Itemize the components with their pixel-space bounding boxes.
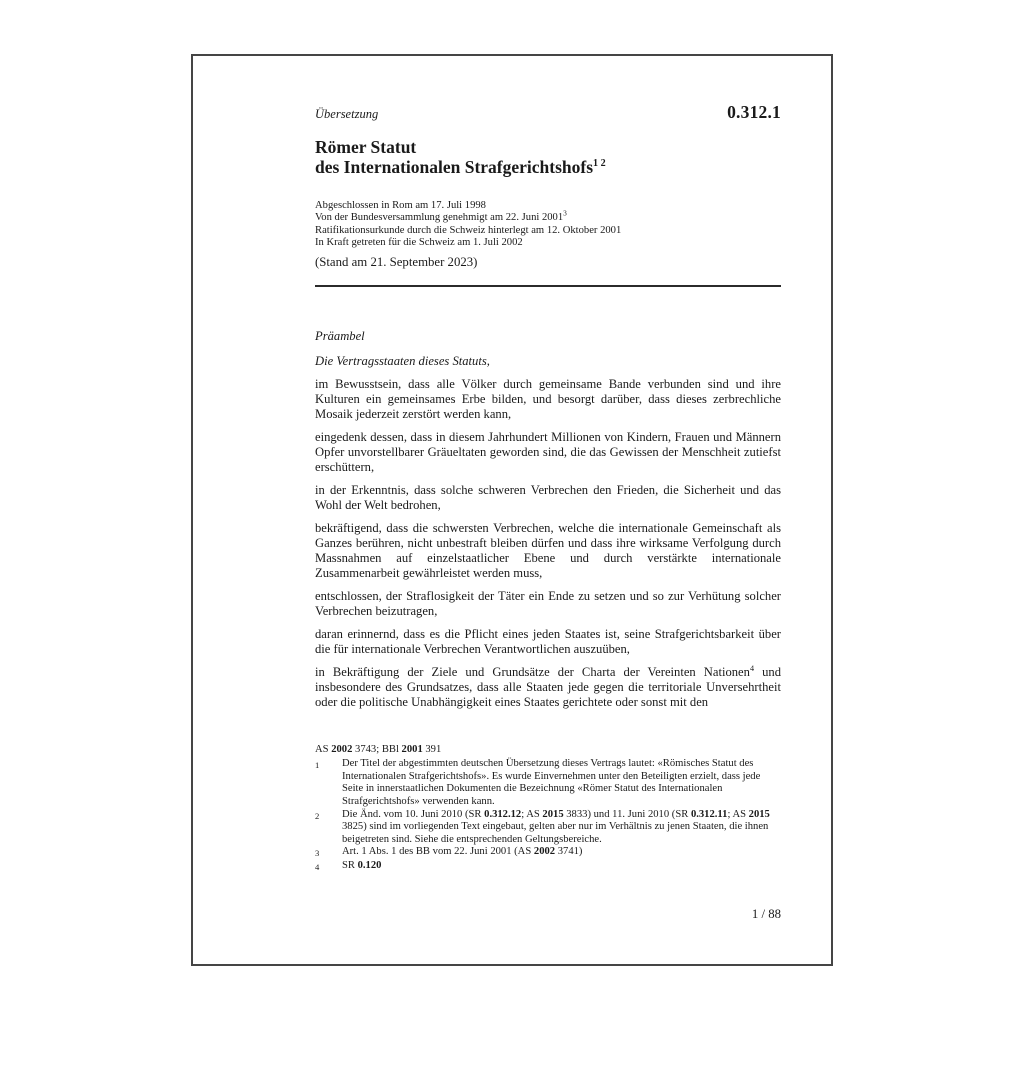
- footnote-text: Der Titel der abgestimmten deutschen Übersetzung dieses Vertrags lautet: «Römisches Statut des Internationalen Strafgerichtshofs». Es wurde Einvernehmen unter den Beteiligten erzielt, dass jede Seite in innerstaatlichen Dokumenten die Bezeichnung «Römer Statut des Internationalen Strafgerichtshofs» verwenden kann.: [342, 758, 761, 807]
- page-number: 1 / 88: [751, 907, 781, 921]
- preamble-paragraph: in Bekräftigung der Ziele und Grundsätze der Charta der Vereinten Nationen$^4$ und insbesondere des Grundsatzes, dass alle Staaten jede gegen die territoriale Unversehrtheit oder die politische Unabhängigkeit eines Staates gerichtete oder sonst mit den: [315, 663, 781, 709]
- title-line-1: Römer Statut: [315, 137, 417, 157]
- footnote-text: Art. 1 Abs. 1 des BB vom 22. Juni 2001 (AS 2002 3741): [342, 846, 583, 858]
- preamble-heading: Präambel: [315, 328, 365, 343]
- document-title: [315, 137, 781, 177]
- footnote-number: 1: [315, 760, 320, 771]
- preamble-paragraph: bekräftigend, dass die schwersten Verbrechen, welche die internationale Gemeinschaft als Ganzes berühren, nicht unbestraft bleiben dürfen und dass ihre wirksame Verfolgung durch Massnahmen auf einzelstaatlicher Ebene und durch verstärkte internationale Zusammenarbeit gewährleistet werden muss,: [315, 520, 781, 580]
- footnote-item: [315, 860, 781, 874]
- footnote-number: 4: [315, 861, 320, 872]
- meta-line-in-force: In Kraft getreten für die Schweiz am 1. Juli 2002: [315, 237, 523, 249]
- footnote-item: [315, 758, 781, 808]
- preamble-paragraph: entschlossen, der Straflosigkeit der Täter ein Ende zu setzen und so zur Verhütung solcher Verbrechen beizutragen,: [315, 588, 781, 618]
- meta-line-ratified: Ratifikationsurkunde durch die Schweiz hinterlegt am 12. Oktober 2001: [315, 224, 622, 236]
- footnote-refline: AS 2002 3743; BBl 2001 391: [315, 743, 442, 755]
- meta-line-approved: Von der Bundesversammlung genehmigt am 22. Juni 2001$^3$: [315, 208, 567, 224]
- preamble-paragraph: daran erinnernd, dass es die Pflicht eines jeden Staates ist, seine Strafgerichtsbarkeit über die für internationale Verbrechen Verantwortlichen auszuüben,: [315, 626, 781, 656]
- preamble-lead: Die Vertragsstaaten dieses Statuts,: [315, 353, 490, 368]
- page-content: [193, 56, 831, 874]
- status-date-line: (Stand am 21. September 2023): [315, 254, 478, 269]
- title-line-2: des Internationalen Strafgerichtshofs$^{1 2}$: [315, 157, 606, 177]
- footnotes-section: [315, 744, 781, 874]
- translation-label: Übersetzung: [315, 107, 379, 121]
- preamble-paragraph: eingedenk dessen, dass in diesem Jahrhundert Millionen von Kindern, Frauen und Männern Opfer unvorstellbarer Gräueltaten geworden sind, die das Gewissen der Menschheit zutiefst erschüttern,: [315, 429, 781, 474]
- header-rule: [315, 285, 781, 287]
- document-page: [191, 54, 833, 966]
- meta-line-concluded: Abgeschlossen in Rom am 17. Juli 1998: [315, 200, 486, 211]
- footnote-item: [315, 809, 781, 847]
- footnote-text: SR 0.120: [342, 859, 382, 871]
- footnote-number: 2: [315, 810, 320, 821]
- footnote-number: 3: [315, 848, 320, 859]
- preamble-paragraph: im Bewusstsein, dass alle Völker durch gemeinsame Bande verbunden sind und ihre Kulturen ein gemeinsames Erbe bilden, und besorgt darüber, dass dieses zerbrechliche Mosaik jederzeit zerstört werden kann,: [315, 376, 781, 421]
- footnote-item: [315, 846, 781, 860]
- meta-block: [315, 200, 781, 250]
- footnote-text: Die Änd. vom 10. Juni 2010 (SR 0.312.12; AS 2015 3833) und 11. Juni 2010 (SR 0.312.11; AS 2015 3825) sind im vorliegenden Text eingebaut, gelten aber nur im Verhältnis zu jenen Staaten, die ihnen beigetreten sind. Siehe die entsprechenden Geltungsbereiche.: [342, 808, 770, 845]
- preamble-paragraph: in der Erkenntnis, dass solche schweren Verbrechen den Frieden, die Sicherheit und das Wohl der Welt bedrohen,: [315, 482, 781, 512]
- doc-number: 0.312.1: [727, 102, 781, 122]
- page-header: [315, 56, 781, 123]
